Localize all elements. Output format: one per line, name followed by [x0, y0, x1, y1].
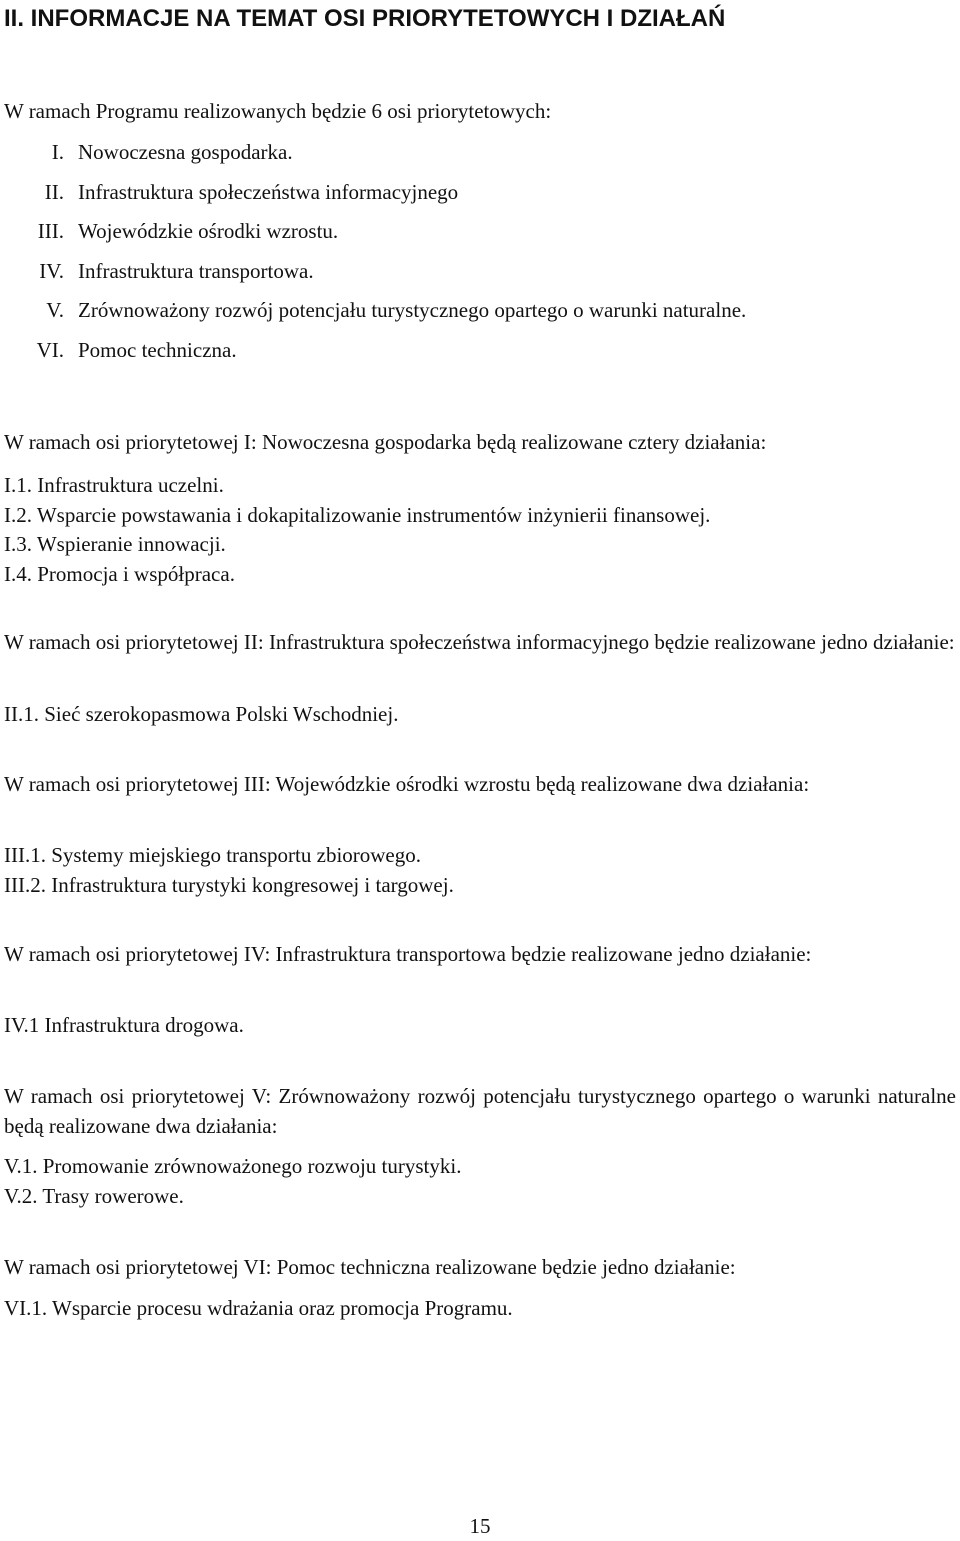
axis-6-section-intro: W ramach osi priorytetowej VI: Pomoc techniczna realizowane będzie jedno działanie:: [4, 1255, 736, 1279]
action-item: III.2. Infrastruktura turystyki kongresowej i targowej.: [4, 872, 454, 897]
axis-1-section-intro: W ramach osi priorytetowej I: Nowoczesna gospodarka będą realizowane cztery działania:: [4, 430, 767, 454]
axis-title: Infrastruktura transportowa.: [78, 258, 314, 283]
priority-axes-list: [0, 137, 960, 375]
action-item: I.4. Promocja i współpraca.: [4, 561, 235, 586]
action-item: V.2. Trasy rowerowe.: [4, 1183, 184, 1208]
axis-title: Pomoc techniczna.: [78, 337, 237, 362]
action-item: I.3. Wspieranie innowacji.: [4, 532, 226, 556]
axis-1-actions: [4, 471, 956, 589]
axis-6-actions: [4, 1294, 956, 1324]
axis-number: V.: [46, 298, 64, 323]
axis-title: Wojewódzkie ośrodki wzrostu.: [78, 219, 339, 244]
axis-4-section-intro: W ramach osi priorytetowej IV: Infrastruktura transportowa będzie realizowane jedno działanie:: [4, 942, 812, 966]
axis-3-actions: [4, 841, 956, 900]
axis-number: IV.: [39, 258, 64, 283]
action-item: III.1. Systemy miejskiego transportu zbiorowego.: [4, 843, 422, 867]
axis-5-actions: [4, 1152, 956, 1211]
axis-item: [0, 177, 960, 217]
axis-item: [0, 216, 960, 256]
action-item: VI.1. Wsparcie procesu wdrażania oraz promocja Programu.: [4, 1296, 513, 1320]
axis-number: I.: [51, 140, 64, 164]
action-item: IV.1 Infrastruktura drogowa.: [4, 1013, 244, 1037]
axis-title: Infrastruktura społeczeństwa informacyjnego: [78, 179, 459, 204]
axis-title: Nowoczesna gospodarka.: [78, 140, 293, 164]
axis-2-actions: [4, 700, 956, 730]
section-heading: II. INFORMACJE NA TEMAT OSI PRIORYTETOWYCH I DZIAŁAŃ: [4, 5, 726, 32]
axis-number: VI.: [36, 337, 64, 362]
axis-item: [0, 137, 960, 177]
axis-4-actions: [4, 1011, 956, 1041]
action-item: V.1. Promowanie zrównoważonego rozwoju turystyki.: [4, 1154, 462, 1178]
axis-number: II.: [44, 179, 64, 204]
axis-3-section-intro: W ramach osi priorytetowej III: Wojewódzkie ośrodki wzrostu będą realizowane dwa działania:: [4, 772, 810, 796]
axis-item: [0, 256, 960, 296]
page-number: 15: [469, 1514, 491, 1538]
action-item: I.1. Infrastruktura uczelni.: [4, 473, 224, 497]
action-item: I.2. Wsparcie powstawania i dokapitalizowanie instrumentów inżynierii finansowej.: [4, 502, 711, 527]
axis-item: [0, 295, 960, 335]
action-item: II.1. Sieć szerokopasmowa Polski Wschodniej.: [4, 702, 399, 726]
axis-title: Zrównoważony rozwój potencjału turystycznego opartego o warunki naturalne.: [78, 298, 747, 323]
axis-5-section-intro: W ramach osi priorytetowej V: Zrównoważony rozwój potencjału turystycznego opartego o warunki naturalne będą realizowane dwa działania:: [4, 1084, 956, 1138]
axis-2-section-intro: W ramach osi priorytetowej II: Infrastruktura społeczeństwa informacyjnego będzie realizowane jedno działanie:: [4, 630, 955, 654]
axes-intro: W ramach Programu realizowanych będzie 6 osi priorytetowych:: [4, 99, 552, 123]
axis-item: [0, 335, 960, 375]
axis-number: III.: [37, 219, 64, 244]
